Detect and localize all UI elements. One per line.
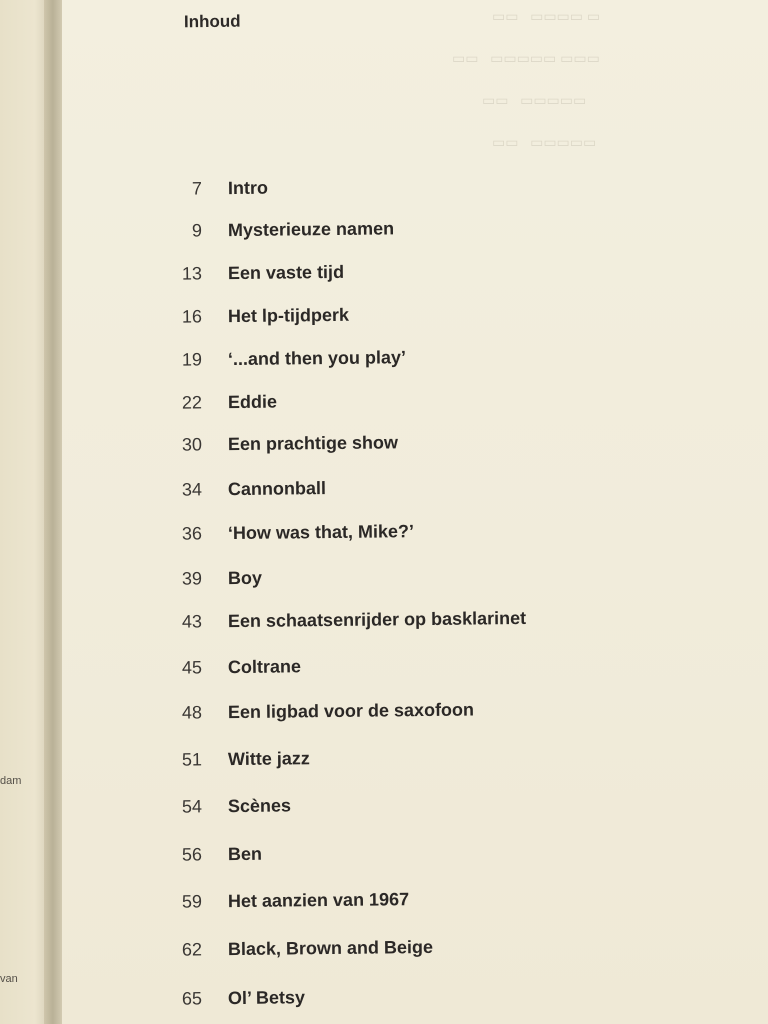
toc-title: Een schaatsenrijder op basklarinet — [227, 607, 527, 632]
toc-title: Boy — [227, 567, 263, 589]
toc-title: Mysterieuze namen — [227, 218, 395, 241]
toc-row — [168, 886, 688, 921]
toc-page-number: 43 — [181, 611, 203, 632]
toc-row — [168, 697, 688, 732]
toc-row — [168, 301, 688, 336]
toc-page-number: 59 — [181, 891, 203, 912]
toc-page-number: 7 — [191, 178, 203, 199]
toc-page-number: 9 — [191, 220, 203, 241]
toc-title: Ol’ Betsy — [227, 987, 306, 1009]
toc-page-number: 65 — [181, 988, 203, 1009]
toc-page-number: 51 — [181, 749, 203, 770]
toc-page-number: 34 — [181, 479, 203, 500]
toc-row — [168, 652, 688, 687]
left-page-fragment: dam — [0, 775, 22, 787]
toc-row — [168, 518, 688, 553]
toc-page-number: 22 — [181, 392, 203, 413]
toc-page-number: 48 — [181, 702, 203, 723]
toc-title: Cannonball — [227, 478, 327, 500]
table-of-contents — [168, 0, 728, 1024]
toc-row — [168, 744, 688, 779]
toc-title: Het lp-tijdperk — [227, 304, 350, 327]
toc-row — [168, 791, 688, 826]
toc-title: Scènes — [227, 795, 292, 817]
toc-page-number: 56 — [181, 844, 203, 865]
show-through: ▭ ▭▭▭▭ ▭▭ — [492, 8, 601, 24]
toc-page-number: 36 — [181, 523, 203, 544]
toc-row — [168, 474, 688, 509]
toc-row — [168, 429, 688, 464]
toc-title: Black, Brown and Beige — [227, 936, 434, 960]
toc-title: Een vaste tijd — [227, 261, 345, 284]
show-through: ▭▭▭▭▭ ▭▭ — [492, 134, 597, 150]
toc-title: ‘...and then you play’ — [227, 347, 407, 370]
toc-page-number: 16 — [181, 306, 203, 327]
toc-row — [168, 563, 688, 598]
toc-page-number: 45 — [181, 657, 203, 678]
toc-page-number: 30 — [181, 434, 203, 455]
toc-row — [168, 983, 688, 1018]
toc-title: Eddie — [227, 391, 278, 413]
toc-row — [168, 387, 688, 422]
toc-row — [168, 606, 688, 641]
toc-title: Witte jazz — [227, 748, 310, 770]
toc-page-number: 54 — [181, 796, 203, 817]
toc-title: ‘How was that, Mike?’ — [227, 521, 415, 544]
toc-row — [168, 258, 688, 293]
left-page-fragment: van — [0, 973, 18, 985]
toc-row — [168, 344, 688, 379]
page-title: Inhoud — [183, 11, 241, 32]
toc-page-number: 13 — [181, 263, 203, 284]
toc-row — [168, 215, 688, 250]
toc-row — [168, 934, 688, 969]
toc-title: Een prachtige show — [227, 432, 399, 455]
toc-title: Een ligbad voor de saxofoon — [227, 699, 475, 723]
toc-row — [168, 839, 688, 874]
show-through: ▭▭▭▭▭ ▭▭ — [482, 92, 587, 108]
toc-title: Intro — [227, 177, 269, 199]
left-page — [0, 0, 50, 1024]
show-through: ▭▭▭ ▭▭▭▭▭ ▭▭ — [452, 50, 600, 66]
toc-title: Het aanzien van 1967 — [227, 889, 410, 912]
toc-title: Ben — [227, 843, 263, 865]
toc-title: Coltrane — [227, 656, 302, 678]
toc-page-number: 62 — [181, 939, 203, 960]
toc-row — [168, 173, 688, 208]
toc-page-number: 39 — [181, 568, 203, 589]
toc-page-number: 19 — [181, 349, 203, 370]
